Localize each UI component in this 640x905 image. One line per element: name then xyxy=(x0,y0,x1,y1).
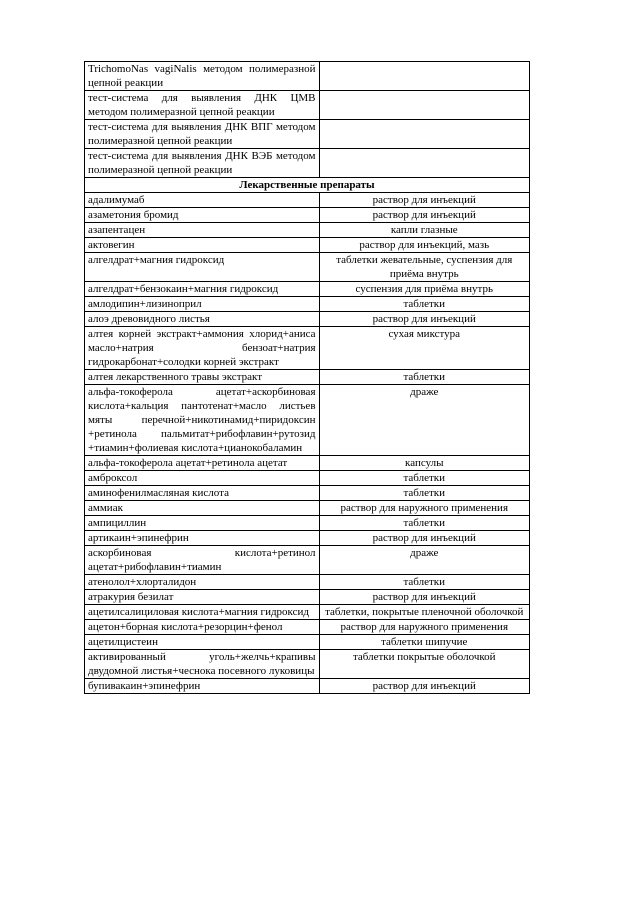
drug-name-cell: алтея лекарственного травы экстракт xyxy=(85,370,320,385)
dosage-form-cell: раствор для инъекций, мазь xyxy=(319,238,529,253)
drug-name-cell: алтея корней экстракт+аммония хлорид+аниса масло+натрия бензоат+натрия гидрокарбонат+солодки корней экстракт xyxy=(85,327,320,370)
table-row xyxy=(85,120,530,149)
table-row xyxy=(85,223,530,238)
drug-name-cell: тест-система для выявления ДНК ВПГ методом полимеразной цепной реакции xyxy=(85,120,320,149)
dosage-form-cell: капли глазные xyxy=(319,223,529,238)
drug-name-cell: алоэ древовидного листья xyxy=(85,312,320,327)
dosage-form-cell: таблетки жевательные, суспензия для приёма внутрь xyxy=(319,253,529,282)
document-page xyxy=(84,61,530,694)
table-row xyxy=(85,297,530,312)
drug-name-cell: ампициллин xyxy=(85,516,320,531)
dosage-form-cell: таблетки xyxy=(319,471,529,486)
drug-name-cell: ацетон+борная кислота+резорцин+фенол xyxy=(85,620,320,635)
table-row xyxy=(85,370,530,385)
table-row xyxy=(85,605,530,620)
drug-name-cell: алгелдрат+бензокаин+магния гидроксид xyxy=(85,282,320,297)
table-row xyxy=(85,650,530,679)
table-row xyxy=(85,679,530,694)
dosage-form-cell: таблетки xyxy=(319,370,529,385)
dosage-form-cell xyxy=(319,149,529,178)
drug-name-cell: адалимумаб xyxy=(85,193,320,208)
drug-name-cell: тест-система для выявления ДНК ВЭБ методом полимеразной цепной реакции xyxy=(85,149,320,178)
dosage-form-cell: раствор для наружного применения xyxy=(319,501,529,516)
dosage-form-cell: раствор для инъекций xyxy=(319,193,529,208)
table-row xyxy=(85,312,530,327)
table-row xyxy=(85,253,530,282)
dosage-form-cell: раствор для инъекций xyxy=(319,208,529,223)
dosage-form-cell: таблетки шипучие xyxy=(319,635,529,650)
drug-name-cell: альфа-токоферола ацетат+аскорбиновая кислота+кальция пантотенат+масло листьев мяты перечной+никотинамид+пиридоксин +ретинола пальмитат+рибофлавин+рутозид +тиамин+фолиевая кислота+цианокобаламин xyxy=(85,385,320,456)
table-row xyxy=(85,456,530,471)
table-row xyxy=(85,501,530,516)
table-row xyxy=(85,149,530,178)
dosage-form-cell xyxy=(319,62,529,91)
table-row xyxy=(85,620,530,635)
dosage-form-cell: раствор для наружного применения xyxy=(319,620,529,635)
dosage-form-cell: таблетки xyxy=(319,486,529,501)
dosage-form-cell: раствор для инъекций xyxy=(319,590,529,605)
dosage-form-cell: таблетки покрытые оболочкой xyxy=(319,650,529,679)
drug-name-cell: альфа-токоферола ацетат+ретинола ацетат xyxy=(85,456,320,471)
dosage-form-cell xyxy=(319,91,529,120)
drug-name-cell: TrichomoNas vagiNalis методом полимеразной цепной реакции xyxy=(85,62,320,91)
drug-name-cell: аминофенилмасляная кислота xyxy=(85,486,320,501)
drug-name-cell: аммиак xyxy=(85,501,320,516)
dosage-form-cell: раствор для инъекций xyxy=(319,531,529,546)
table-row xyxy=(85,471,530,486)
drug-name-cell: азаметония бромид xyxy=(85,208,320,223)
table-row xyxy=(85,516,530,531)
dosage-form-cell xyxy=(319,120,529,149)
drug-name-cell: аскорбиновая кислота+ретинол ацетат+рибофлавин+тиамин xyxy=(85,546,320,575)
dosage-form-cell: суспензия для приёма внутрь xyxy=(319,282,529,297)
table-row xyxy=(85,208,530,223)
section-heading: Лекарственные препараты xyxy=(85,178,530,193)
dosage-form-cell: раствор для инъекций xyxy=(319,312,529,327)
drug-name-cell: азапентацен xyxy=(85,223,320,238)
table-row xyxy=(85,327,530,370)
drug-name-cell: атенолол+хлорталидон xyxy=(85,575,320,590)
table-row xyxy=(85,635,530,650)
drug-name-cell: бупивакаин+эпинефрин xyxy=(85,679,320,694)
table-row xyxy=(85,62,530,91)
drug-name-cell: активированный уголь+желчь+крапивы двудомной листья+чеснока посевного луковицы xyxy=(85,650,320,679)
drug-name-cell: артикаин+эпинефрин xyxy=(85,531,320,546)
dosage-form-cell: таблетки xyxy=(319,297,529,312)
table-row xyxy=(85,238,530,253)
table-row xyxy=(85,385,530,456)
dosage-form-cell: таблетки xyxy=(319,516,529,531)
table-row xyxy=(85,193,530,208)
table-row xyxy=(85,486,530,501)
table-row xyxy=(85,282,530,297)
dosage-form-cell: капсулы xyxy=(319,456,529,471)
section-heading-row xyxy=(85,178,530,193)
dosage-form-cell: раствор для инъекций xyxy=(319,679,529,694)
test-systems-rows xyxy=(85,62,530,178)
drug-name-cell: алгелдрат+магния гидроксид xyxy=(85,253,320,282)
drug-name-cell: тест-система для выявления ДНК ЦМВ методом полимеразной цепной реакции xyxy=(85,91,320,120)
table-row xyxy=(85,546,530,575)
drug-name-cell: ацетилсалициловая кислота+магния гидроксид xyxy=(85,605,320,620)
dosage-form-cell: таблетки, покрытые пленочной оболочкой xyxy=(319,605,529,620)
section-heading-row-group xyxy=(85,178,530,193)
dosage-form-cell: сухая микстура xyxy=(319,327,529,370)
dosage-form-cell: драже xyxy=(319,546,529,575)
dosage-form-cell: драже xyxy=(319,385,529,456)
drug-name-cell: атракурия безилат xyxy=(85,590,320,605)
table-row xyxy=(85,590,530,605)
drug-name-cell: актовегин xyxy=(85,238,320,253)
drug-name-cell: амлодипин+лизиноприл xyxy=(85,297,320,312)
drug-name-cell: ацетилцистеин xyxy=(85,635,320,650)
dosage-form-cell: таблетки xyxy=(319,575,529,590)
table-row xyxy=(85,91,530,120)
drug-rows xyxy=(85,193,530,694)
drug-table xyxy=(84,61,530,694)
drug-name-cell: амброксол xyxy=(85,471,320,486)
table-row xyxy=(85,575,530,590)
table-row xyxy=(85,531,530,546)
